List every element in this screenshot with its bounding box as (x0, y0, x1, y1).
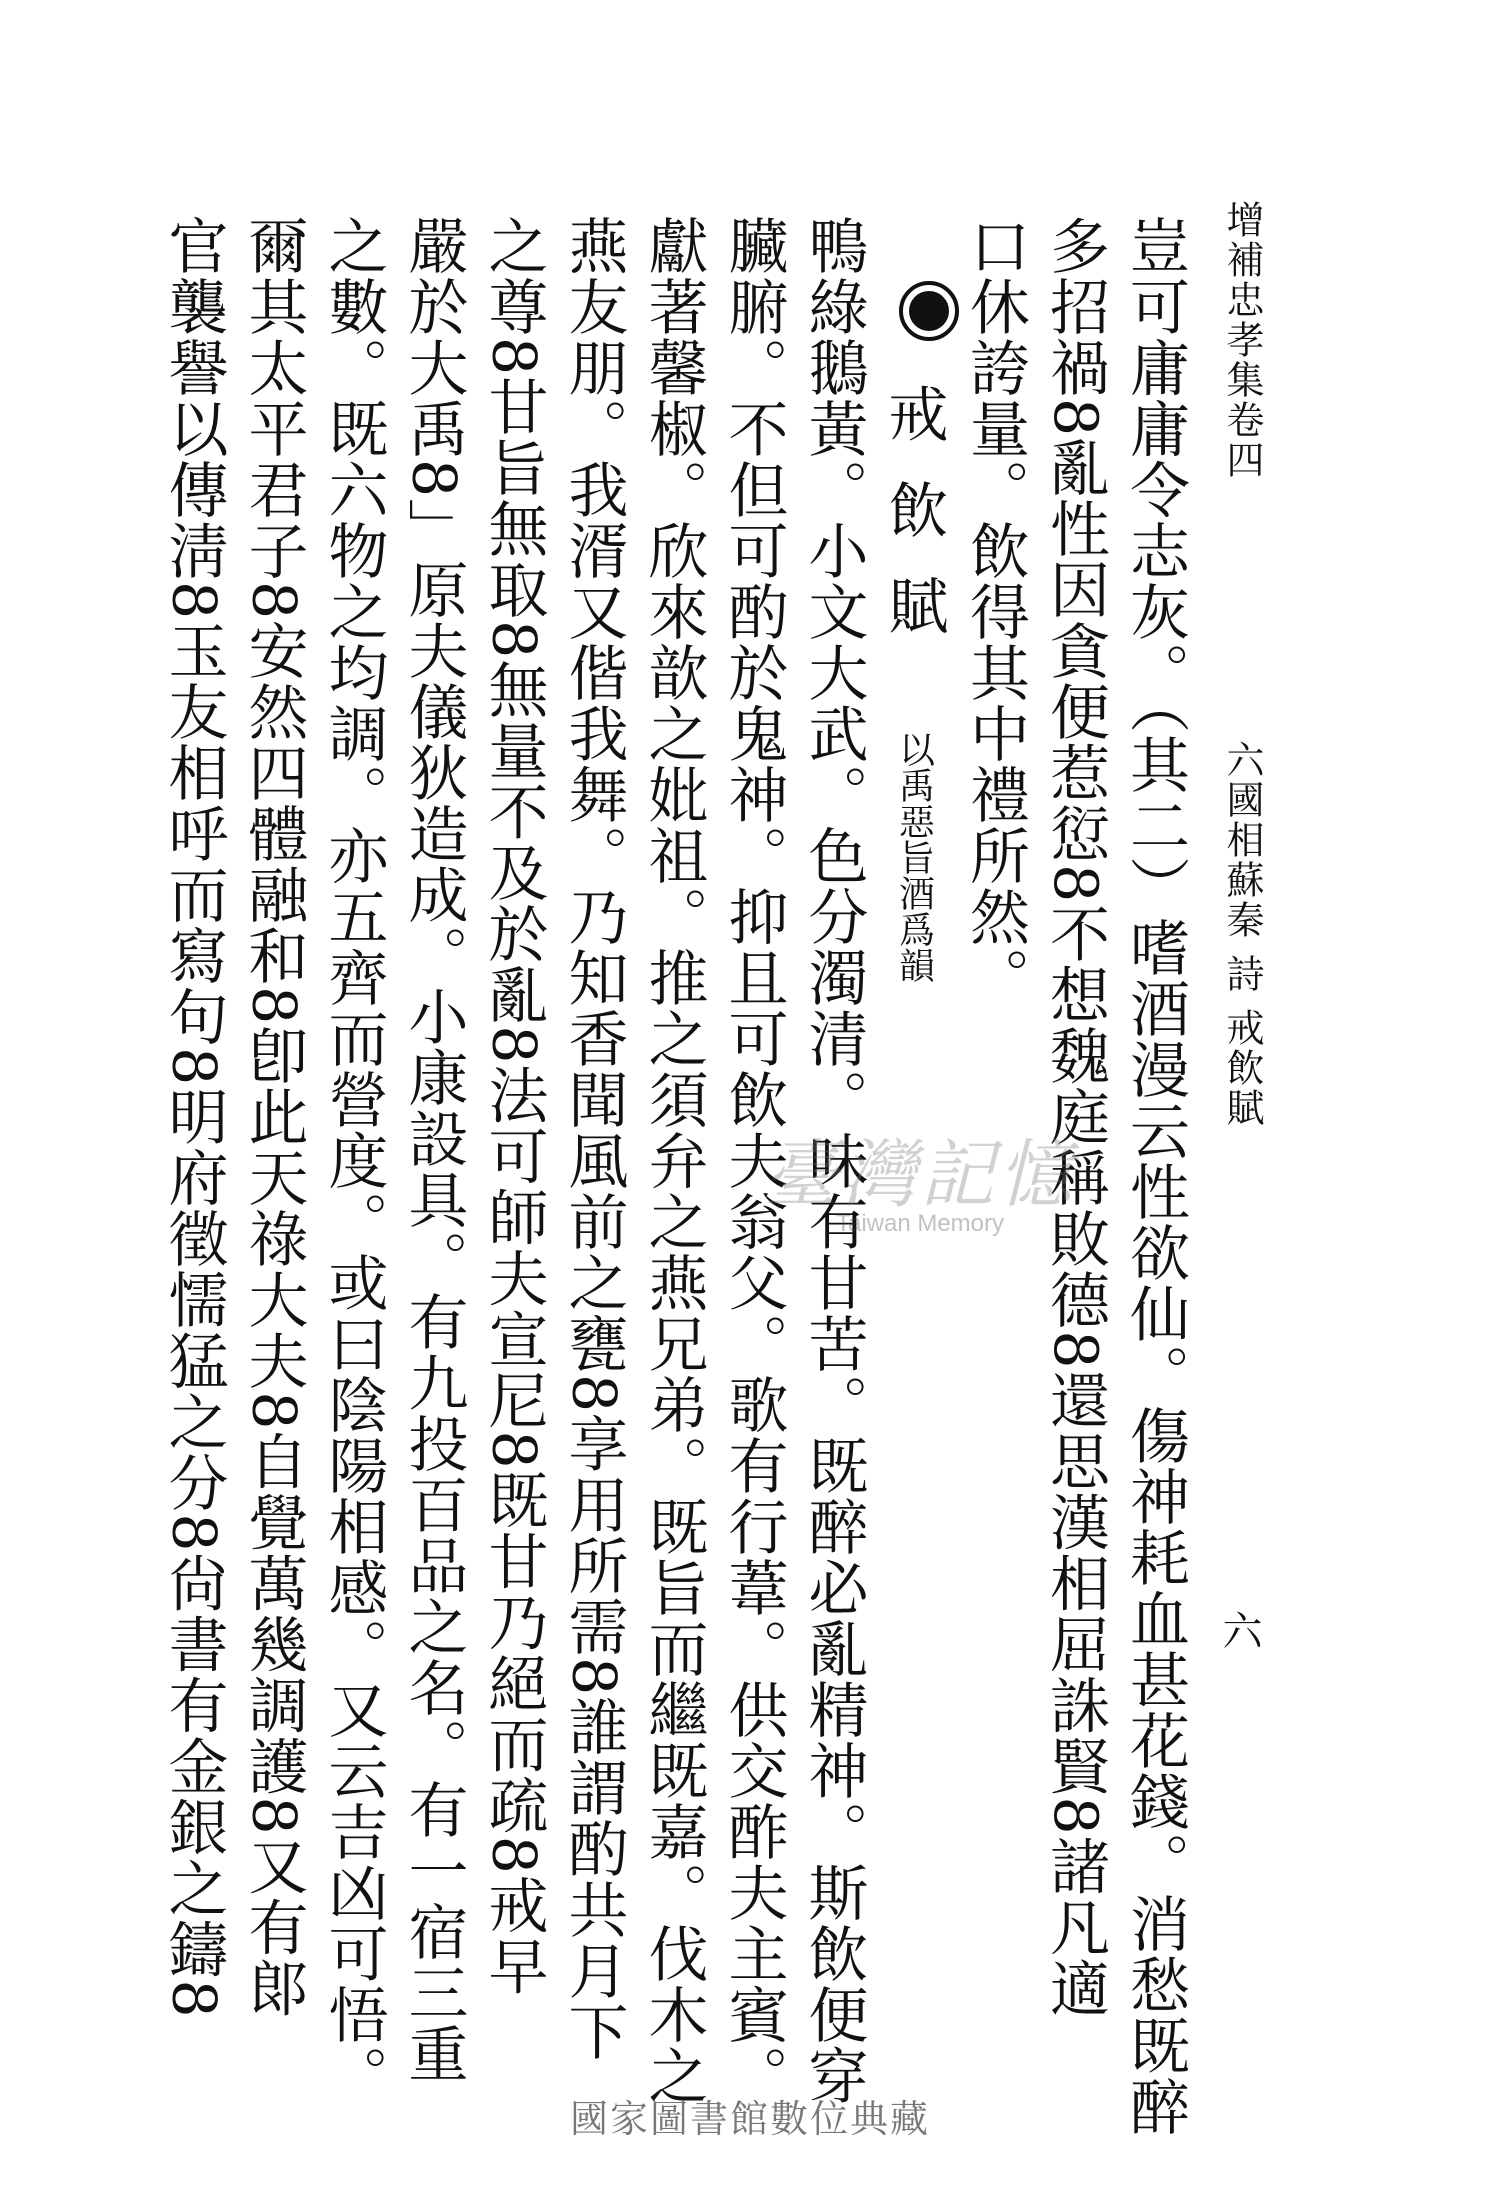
watermark-text-en: Taiwan Memory (835, 1210, 1005, 1237)
running-header (1212, 200, 1272, 1700)
text-column: 口休誇量。飲得其中禮所然。 (960, 215, 1030, 1008)
text-column: 豈可庸庸令志灰。（其二）嗜酒漫云性欲仙。傷神耗血甚花錢。消愁既醉 (1120, 215, 1190, 2137)
text-column: 鴨綠鵝黃。小文大武。色分濁清。味有甘苦。既醉必亂精神。斯飲便穿 (798, 215, 869, 2106)
text-column: 之數。既六物之均調。亦五齊而營度。或曰陰陽相感。又云吉凶可悟。 (318, 215, 389, 2106)
heading-subtitle: 以禹惡旨酒爲韻 (893, 731, 935, 984)
watermark-logo (730, 1130, 1110, 1260)
text-column: 嚴於大禹8」原夫儀狄造成。小康設具。有九投百品之名。有一宿三重 (398, 215, 469, 2085)
text-column: 燕友朋。我湑又偕我舞。乃知香聞風前之甕8享用所需8誰謂酌共月下 (558, 215, 629, 2063)
heading-title: 戒飲賦 (878, 383, 949, 672)
footer-credit: 國家圖書館數位典藏 (569, 2097, 930, 2141)
text-column: 多招禍8亂性因貪便惹愆8不想魏庭稱敗德8還思漢相屈誅賢8諸凡適 (1040, 215, 1110, 2019)
text-column: 官襲譽以傳淸8玉友相呼而寫句8明府徵懦猛之分8尙書有金銀之鑄8 (158, 215, 229, 2019)
text-column: 獻著馨椒。欣來歆之妣祖。推之須弁之燕兄弟。既旨而繼既嘉。伐木之 (638, 215, 709, 2106)
text-column: 臟腑。不但可酌於鬼神。抑且可飲夫翁父。歌有行葦。供交酢夫主賓。 (718, 215, 789, 2106)
text-column: 之尊8甘旨無取8無量不及於亂8法可師夫宣尼8既甘乃絕而疏8戒早 (478, 215, 549, 1997)
book-title: 增補忠孝集卷四 (1220, 200, 1264, 480)
section-title: 六國相蘇秦 詩 戒飲賦 (1220, 740, 1264, 1129)
page-number: 六 (1216, 1610, 1262, 1650)
watermark-text-cn: 臺灣記憶 (764, 1132, 1076, 1218)
heading-bullet-icon (903, 285, 955, 337)
text-column: 爾其太平君子8安然四體融和8卽此天祿大夫8自覺萬幾調護8又有郞 (238, 215, 309, 2019)
